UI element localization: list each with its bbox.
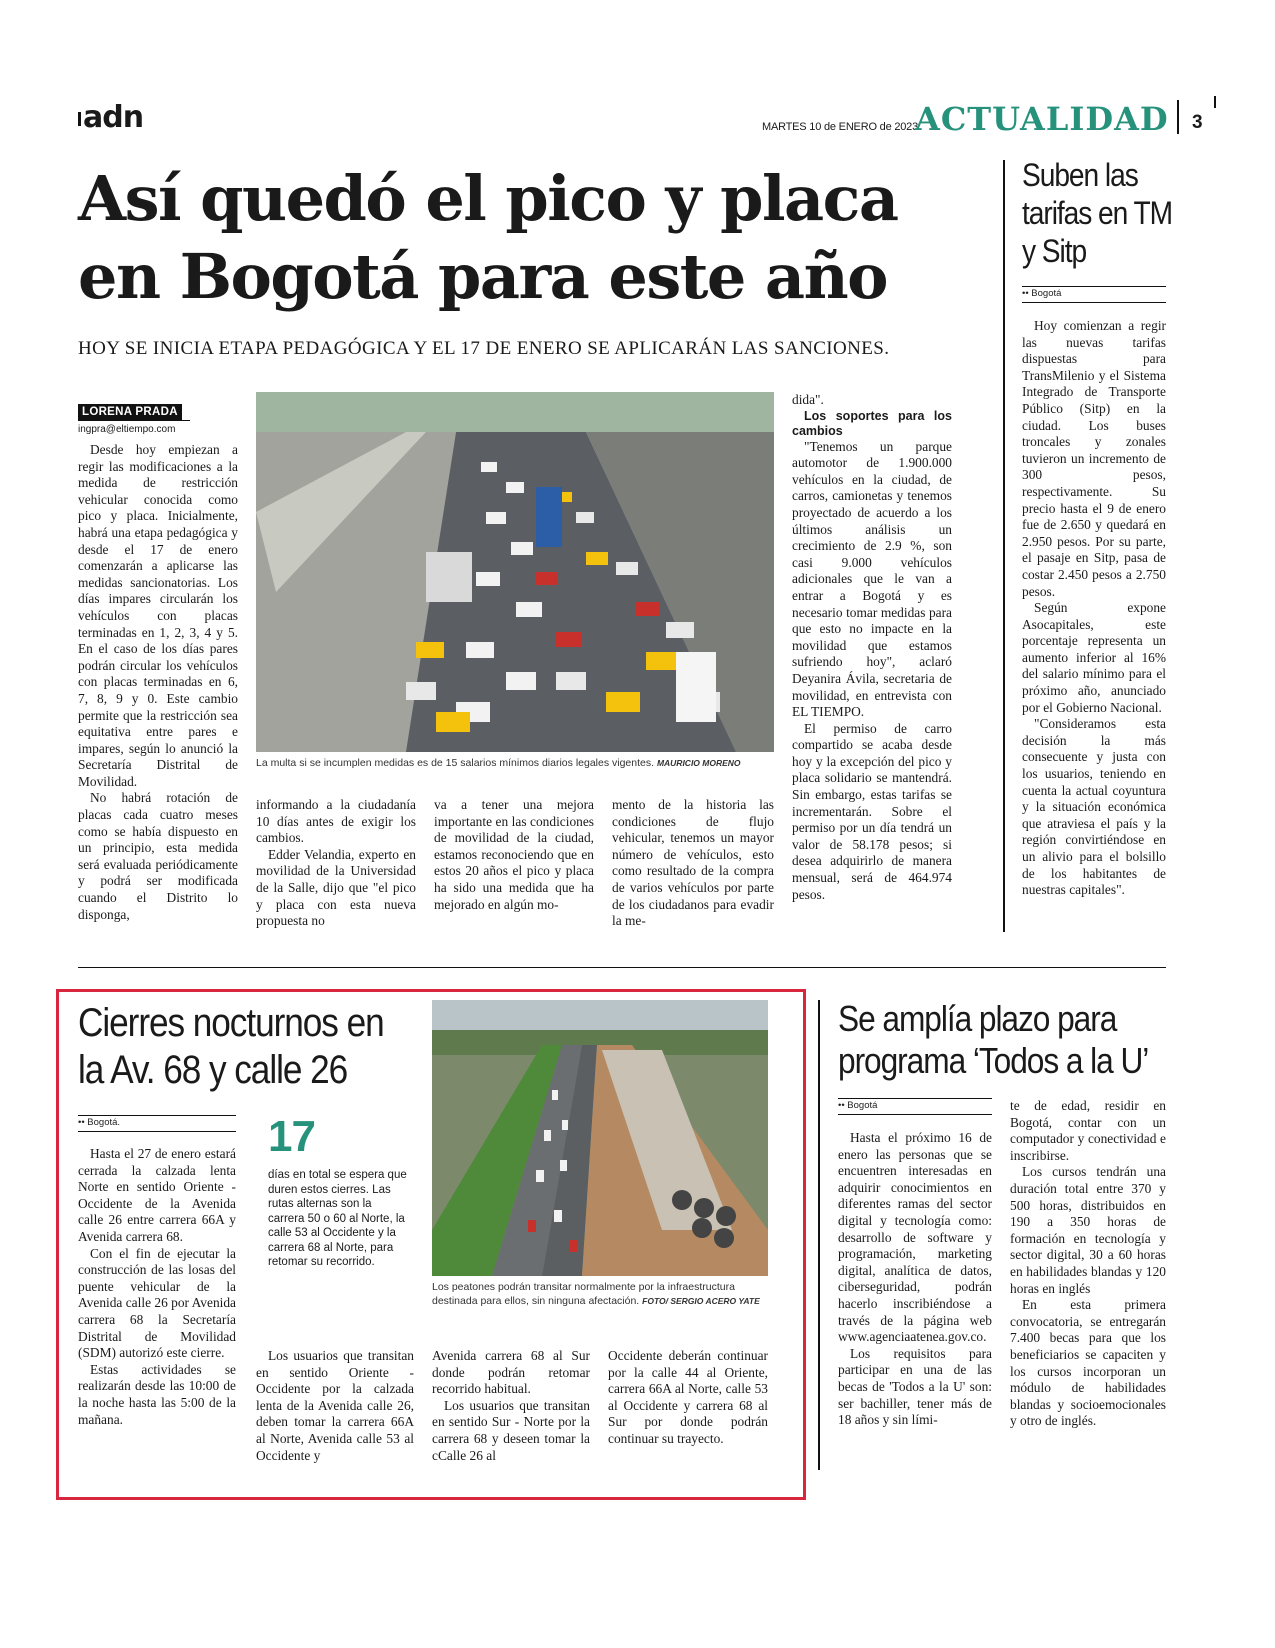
paragraph: Hasta el próximo 16 de enero las personas que se encuentren interesadas en adquirir conocimientos en diferentes ramas del sector digital y tecnología como: desarrollo de software y programación, marketing digital, analítica de datos, ciberseguridad, podrán hacerlo inscribiéndose a través de la página web www.agenciaatenea.gov.co. xyxy=(838,1130,992,1345)
photo-credit: MAURICIO MORENO xyxy=(656,758,741,768)
cierres-photo-caption xyxy=(432,1280,772,1308)
todos-divider xyxy=(818,1000,820,1470)
paragraph: Los usuarios que transitan en sentido Sur - Norte por la carrera 68 y deseen tomar la cCalle 26 al xyxy=(432,1397,590,1463)
paragraph: No habrá rotación de placas cada cuatro meses como se había dispuesto en un principio, esta medida será evaluada periódicamente y podrá ser modificada cuando el Distrito lo disponga, xyxy=(78,790,238,922)
caption-text: Los peatones podrán transitar normalmente por la infraestructura destinada para ellos, sin ninguna afectación. xyxy=(432,1281,735,1307)
section-divider xyxy=(78,967,1166,968)
adn-logo: adn xyxy=(78,100,143,135)
tarifas-body xyxy=(1022,318,1166,899)
cierres-title-line-1: Cierres nocturnos en xyxy=(78,1001,384,1045)
byline-rule xyxy=(78,420,190,421)
sidebar-divider xyxy=(1003,160,1005,932)
big-number-note: días en total se espera que duren estos cierres. Las rutas alternas son la carrera 50 o 60 al Norte, la calle 53 al Occidente y la carrera 68 al Norte, para retomar su recorrido. xyxy=(268,1169,407,1268)
cierres-tag: •• Bogotá. xyxy=(78,1117,121,1128)
page-tick xyxy=(1214,96,1216,108)
todos-column-1 xyxy=(838,1130,992,1429)
tarifas-rule-bottom xyxy=(1022,302,1166,303)
paragraph: informando a la ciudadanía 10 días antes de exigir los cambios. xyxy=(256,797,416,846)
main-column-4 xyxy=(612,797,774,930)
section-subhead: Los soportes para los cambios xyxy=(792,408,952,438)
cierres-column-4 xyxy=(608,1348,768,1448)
main-column-1 xyxy=(78,442,238,923)
section-label: ACTUALIDAD xyxy=(915,100,1169,138)
main-subhead: HOY SE INICIA ETAPA PEDAGÓGICA Y EL 17 DE ENERO SE APLICARÁN LAS SANCIONES. xyxy=(78,338,890,359)
main-column-2 xyxy=(256,797,416,930)
headline-line-2: en Bogotá para este año xyxy=(78,240,888,313)
tarifas-title: Suben las tarifas en TM y Sitp xyxy=(1022,157,1173,269)
paragraph: mento de la historia las condiciones de flujo vehicular, tenemos un mayor número de vehículos, esto como resultado de la compra de varios vehículos por parte de los ciudadanos para evadir la me- xyxy=(612,797,774,929)
big-number: 17 xyxy=(268,1112,315,1161)
headline-line-1: Así quedó el pico y placa xyxy=(78,162,898,235)
cierres-column-1 xyxy=(78,1146,236,1428)
tarifas-rule-top xyxy=(1022,286,1166,287)
paragraph: Con el fin de ejecutar la construcción de las losas del puente vehicular de la Avenida calle 26 por Avenida carrera 68 la Secretaría Distrital de Movilidad (SDM) autorizó este cierre. xyxy=(78,1245,236,1361)
paragraph: Según expone Asocapitales, este porcentaje representa un aumento inferior al 16% del salario mínimo para el próximo año, anunciado por el Gobierno Nacional. xyxy=(1022,600,1166,715)
paragraph: "Consideramos esta decisión la más consecuente y justa con los usuarios, teniendo en cuenta la actual coyuntura y la situación económica que atraviesa el país y la región convirtiéndose en un alivio para el bolsillo de los habitantes de nuestras capitales". xyxy=(1022,716,1166,898)
page-divider xyxy=(1177,100,1179,134)
issue-date: MARTES 10 de ENERO de 2023 xyxy=(762,121,919,133)
paragraph: "Tenemos un parque automotor de 1.900.000 vehículos en la ciudad, de carros, camionetas y tenemos proyectado de acuerdo a los últimos análisis un crecimiento de 2.9 %, son casi 9.000 vehículos adicionales que le van a entrar a Bogotá y es necesario tomar medidas para que esto no impacte en la movilidad que estamos sufriendo hoy", aclaró Deyanira Ávila, secretaria de movilidad, en entrevista con EL TIEMPO. xyxy=(792,438,952,720)
cierres-title-line-2: la Av. 68 y calle 26 xyxy=(78,1048,348,1092)
paragraph: dida". xyxy=(792,392,824,407)
avenue-construction-image xyxy=(432,1000,768,1276)
todos-title xyxy=(838,998,1198,1082)
traffic-photo xyxy=(256,392,774,752)
main-photo-caption xyxy=(256,756,776,770)
cierres-rule-top xyxy=(78,1115,236,1116)
cierres-column-2 xyxy=(256,1348,414,1464)
todos-rule-top xyxy=(838,1098,992,1099)
paragraph: Estas actividades se realizarán desde las 10:00 de la noche hasta las 5:00 de la mañana. xyxy=(78,1361,236,1427)
todos-rule-bottom xyxy=(838,1114,992,1115)
author-byline: LORENA PRADA xyxy=(78,404,182,420)
cierres-rule-bottom xyxy=(78,1131,236,1132)
paragraph: Avenida carrera 68 al Sur donde podrán retomar recorrido habitual. xyxy=(432,1348,590,1397)
paragraph: te de edad, residir en Bogotá, contar con un computador y conectividad e inscribirse. xyxy=(1010,1098,1166,1163)
paragraph: Occidente deberán continuar por la calle 44 al Oriente, carrera 66A al Norte, calle 53 al Occidente y carrera 68 al Sur por donde podrán continuar su trayecto. xyxy=(608,1348,768,1446)
todos-title-line-2: programa ‘Todos a la U’ xyxy=(838,1040,1149,1081)
cierres-title xyxy=(78,1000,428,1094)
todos-title-line-1: Se amplía plazo para xyxy=(838,998,1117,1039)
paragraph: Desde hoy empiezan a regir las modificaciones a la medida de restricción vehicular conocida como pico y placa. Inicialmente, habrá una etapa pedagógica y desde el 17 de enero comenzarán a aplicarse las medidas sancionatorias. Los días impares circularán los vehículos con placas terminadas en 1, 2, 3, 4 y 5. En el caso de los días pares podrán circular los vehículos con placas terminadas en 6, 7, 8, 9 y 0. Este cambio permite que la restricción sea equitativa entre pares e impares, según lo anunció la Secretaría Distrital de Movilidad. xyxy=(78,442,238,789)
traffic-jam-image xyxy=(256,392,774,752)
paragraph: En esta primera convocatoria, se entregarán 7.400 becas para que los beneficiarios se capaciten y los cursos incorporan un módulo de habilidades blandas y socioemocionales y otro de inglés. xyxy=(1010,1297,1166,1429)
tarifas-tag: •• Bogotá xyxy=(1022,288,1062,299)
main-headline xyxy=(78,160,978,316)
paragraph: Los usuarios que transitan en sentido Oriente - Occidente por la calzada lenta de la Avenida calle 26, deben tomar la carrera 66A al Norte, Avenida calle 53 al Occidente y xyxy=(256,1348,414,1463)
paragraph: Edder Velandia, experto en movilidad de la Universidad de la Salle, dijo que "el pico y placa con esta nueva propuesta no xyxy=(256,846,416,929)
paragraph: El permiso de carro compartido se acaba desde hoy y la excepción del pico y placa solidario se mantendrá. Sin embargo, estas tarifas se incrementarán. Sobre el permiso por un día tendrá un valor de 58.178 pesos; si desea adquirirlo de manera mensual, será de 464.974 pesos. xyxy=(792,720,952,902)
main-column-3 xyxy=(434,797,594,913)
author-email: ingpra@eltiempo.com xyxy=(78,424,176,435)
construction-photo xyxy=(432,1000,768,1276)
paragraph: Los requisitos para participar en una de las becas de 'Todos a la U' son: ser bachiller, tener más de 18 años y sin lími- xyxy=(838,1345,992,1428)
paragraph: Los cursos tendrán una duración total entre 370 y 500 horas, distribuidos en 190 a 350 horas de formación en tecnología y sector digital, 30 a 60 horas en habilidades blandas y 120 horas en inglés xyxy=(1010,1164,1166,1296)
logo-mark xyxy=(78,112,81,126)
paragraph: Hoy comienzan a regir las nuevas tarifas dispuestas para TransMilenio y el Sistema Integrado de Transporte Público (Sitp) en la ciudad. Los buses troncales y zonales tuvieron un incremento de 300 pesos, respectivamente. Su precio hasta el 9 de enero fue de 2.650 y quedará en 2.950 pesos. Por su parte, el pasaje en Sitp, pasa de costar 2.450 pesos a 2.750 pesos. xyxy=(1022,318,1166,599)
paragraph: Hasta el 27 de enero estará cerrada la calzada lenta Norte en sentido Oriente - Occidente de la Avenida calle 26 entre carrera 66A y Avenida carrera 68. xyxy=(78,1146,236,1244)
page-number: 3 xyxy=(1192,112,1203,133)
paragraph: va a tener una mejora importante en las condiciones de movilidad de la ciudad, estamos reconociendo que en estos 20 años el pico y placa ha sido una medida que ha mejorado en algún mo- xyxy=(434,797,594,912)
todos-tag: •• Bogotá xyxy=(838,1100,878,1111)
main-column-5 xyxy=(792,392,952,903)
todos-column-2 xyxy=(1010,1098,1166,1430)
photo-credit: FOTO/ SERGIO ACERO YATE xyxy=(642,1296,760,1306)
cierres-column-3 xyxy=(432,1348,590,1464)
caption-text: La multa si se incumplen medidas es de 15 salarios mínimos diarios legales vigentes. xyxy=(256,757,655,769)
